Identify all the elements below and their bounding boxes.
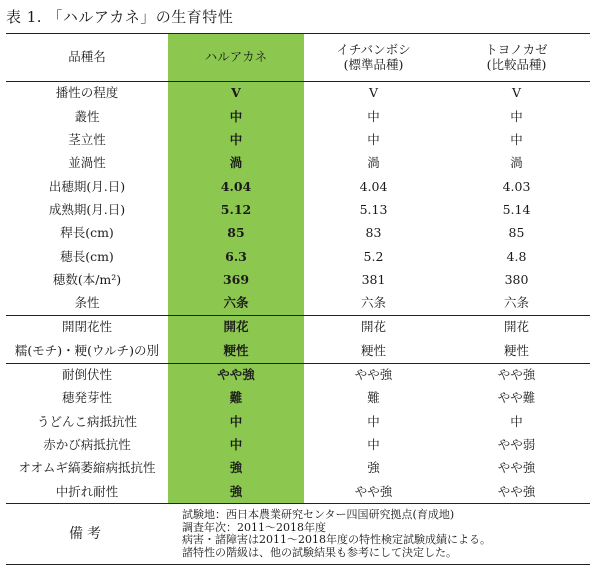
- header-variety-toyonokaze: [443, 34, 590, 82]
- remarks-row: [6, 504, 590, 565]
- cell-value: 中: [367, 413, 380, 429]
- remarks-label: 備考: [6, 504, 168, 565]
- cell-value: 中: [168, 433, 304, 456]
- variety-name: イチバンボシ: [336, 42, 411, 58]
- table-row: [6, 198, 590, 221]
- header-label: 品種名: [6, 34, 168, 82]
- header-variety-ichibanboshi: [304, 34, 443, 82]
- row-label: 穂発芽性: [61, 390, 112, 406]
- remark-line: 試験地：西日本農業研究センター四国研究拠点(育成地): [182, 508, 455, 522]
- cell-value: やや難: [497, 390, 536, 406]
- header-row: [6, 34, 590, 82]
- header-variety-haruakane: [168, 34, 304, 82]
- remark-line: 諸特性の階級は、他の試験結果も参考にして決定した。: [182, 545, 457, 559]
- row-label: 稈長(cm): [60, 225, 114, 241]
- row-label: 開閉花性: [6, 315, 168, 339]
- cell-value: 粳性: [503, 342, 529, 358]
- cell-value: 難: [168, 387, 304, 410]
- variety-name: ハルアカネ: [204, 49, 268, 65]
- row-label: 耐倒伏性: [6, 363, 168, 387]
- cell-value: 4.8: [506, 248, 527, 264]
- characteristics-table: [6, 33, 590, 565]
- cell-value: V: [511, 85, 522, 101]
- cell-value: 粳性: [168, 339, 304, 363]
- remark-line: 病害・諸障害は2011～2018年度の特性検定試験成績による。: [182, 533, 491, 547]
- cell-value: 開花: [443, 315, 590, 339]
- cell-value: 六条: [360, 295, 386, 311]
- cell-value: V: [168, 82, 304, 106]
- cell-value: 渦: [367, 155, 380, 171]
- table-row: [6, 292, 590, 316]
- table-row: [6, 105, 590, 128]
- table-row: [6, 363, 590, 387]
- cell-value: 5.12: [168, 198, 304, 221]
- cell-value: 中: [367, 132, 380, 148]
- table-row: [6, 433, 590, 456]
- table-row: [6, 457, 590, 480]
- cell-value: 中: [510, 413, 523, 429]
- cell-value: 中: [168, 129, 304, 152]
- cell-value: 5.14: [502, 201, 531, 217]
- row-label: 並渦性: [68, 155, 106, 171]
- row-label: 成熟期(月.日): [48, 201, 126, 217]
- table-row: [6, 82, 590, 106]
- cell-value: 強: [367, 460, 380, 476]
- cell-value: やや強: [443, 363, 590, 387]
- table-row: [6, 175, 590, 198]
- cell-value: 渦: [168, 152, 304, 175]
- cell-value: 強: [168, 457, 304, 480]
- cell-value: 粳性: [360, 342, 386, 358]
- cell-value: 85: [508, 225, 525, 241]
- cell-value: 中: [510, 108, 523, 124]
- row-label: 播性の程度: [55, 85, 119, 101]
- row-label: 穂長(cm): [60, 248, 114, 264]
- variety-role: (標準品種): [343, 56, 404, 72]
- table-row: [6, 245, 590, 268]
- cell-value: 369: [168, 268, 304, 291]
- cell-value: やや強: [497, 460, 536, 476]
- cell-value: 強: [168, 480, 304, 504]
- row-label: 条性: [74, 295, 100, 311]
- row-label: 糯(モチ)・粳(ウルチ)の別: [14, 342, 160, 358]
- cell-value: 渦: [510, 155, 523, 171]
- row-label: オオムギ縞萎縮病抵抗性: [18, 460, 156, 476]
- cell-value: 中: [168, 105, 304, 128]
- table-row: [6, 387, 590, 410]
- cell-value: 開花: [168, 315, 304, 339]
- cell-value: 4.03: [502, 178, 531, 194]
- table-row: [6, 410, 590, 433]
- cell-value: やや弱: [497, 436, 536, 452]
- table-title: 表 1. 「ハルアカネ」の生育特性: [6, 8, 234, 26]
- cell-value: 85: [168, 222, 304, 245]
- cell-value: 六条: [168, 292, 304, 316]
- cell-value: V: [368, 85, 379, 101]
- cell-value: やや強: [304, 363, 443, 387]
- cell-value: やや強: [304, 480, 443, 504]
- table-row: [6, 268, 590, 291]
- remark-line: 調査年次：2011～2018年度: [182, 520, 326, 534]
- table-row: [6, 480, 590, 504]
- cell-value: 380: [504, 271, 529, 287]
- remarks-text: [168, 504, 590, 565]
- variety-name: トヨノカゼ: [485, 42, 548, 58]
- row-label: うどんこ病抵抗性: [36, 413, 137, 429]
- row-label: 出穂期(月.日): [48, 178, 126, 194]
- row-label: 赤かび病抵抗性: [43, 436, 131, 452]
- variety-role: (比較品種): [486, 56, 547, 72]
- cell-value: 5.13: [359, 201, 388, 217]
- cell-value: 83: [365, 225, 382, 241]
- cell-value: 中: [367, 436, 380, 452]
- row-label: 茎立性: [68, 132, 106, 148]
- cell-value: やや強: [443, 480, 590, 504]
- table-row: [6, 315, 590, 339]
- cell-value: 6.3: [168, 245, 304, 268]
- row-label: 叢性: [74, 108, 100, 124]
- cell-value: 難: [367, 390, 380, 406]
- cell-value: 開花: [304, 315, 443, 339]
- cell-value: 381: [361, 271, 386, 287]
- cell-value: 中: [367, 108, 380, 124]
- cell-value: 中: [168, 410, 304, 433]
- row-label: 中折れ耐性: [6, 480, 168, 504]
- cell-value: 中: [510, 132, 523, 148]
- cell-value: 4.04: [168, 175, 304, 198]
- table-row: [6, 222, 590, 245]
- cell-value: やや強: [168, 363, 304, 387]
- row-label: 穂数(本/m²): [52, 271, 122, 287]
- cell-value: 4.04: [359, 178, 388, 194]
- cell-value: 六条: [503, 295, 529, 311]
- table-row: [6, 129, 590, 152]
- table-row: [6, 339, 590, 363]
- table-row: [6, 152, 590, 175]
- cell-value: 5.2: [363, 248, 384, 264]
